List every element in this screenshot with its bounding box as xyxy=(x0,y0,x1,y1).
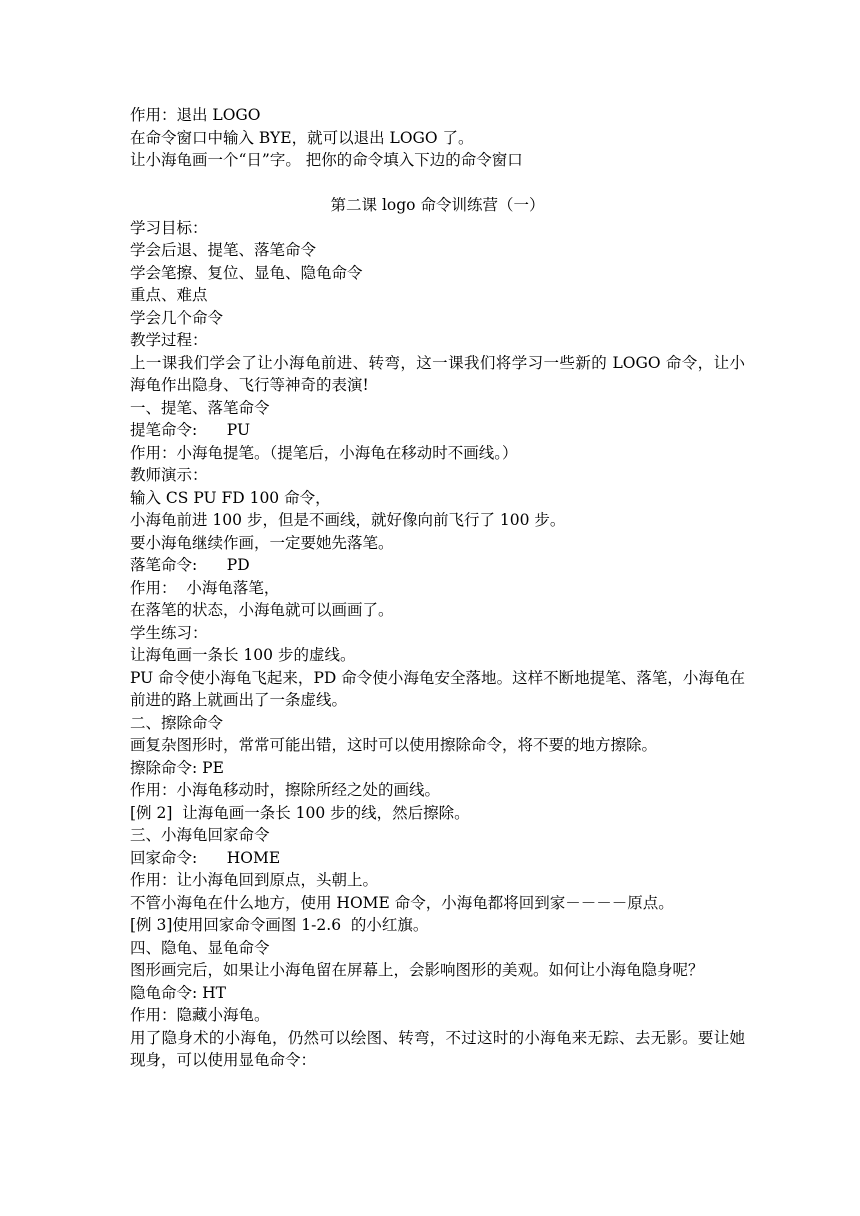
text-line: 学生练习： xyxy=(130,623,208,642)
text-line: 作用：隐藏小海龟。 xyxy=(130,1006,270,1024)
text-paragraph: 图形画完后，如果让小海龟留在屏幕上，会影响图形的美观。如何让小海龟隐身呢？ xyxy=(130,961,704,979)
text-line: 让小海龟画一个“日”字。 把你的命令填入下边的命令窗口 xyxy=(130,151,523,169)
section-heading: 三、小海龟回家命令 xyxy=(130,826,270,844)
lesson-title: 第二课 logo 命令训练营（一） xyxy=(330,196,545,214)
text-line: [例 2] 让海龟画一条长 100 步的线，然后擦除。 xyxy=(130,803,470,822)
text-line: 回家命令: HOME xyxy=(130,848,281,867)
text-line: 学会几个命令 xyxy=(130,308,224,327)
text-line: 教学过程： xyxy=(130,331,208,349)
text-line: 作用：小海龟移动时，擦除所经之处的画线。 xyxy=(130,781,441,799)
text-line: 学会笔擦、复位、显龟、隐龟命令 xyxy=(130,263,363,282)
text-line: 在落笔的状态，小海龟就可以画画了。 xyxy=(130,601,394,619)
text-paragraph: PU 命令使小海龟飞起来，PD 命令使小海龟安全落地。这样不断地提笔、落笔，小海龟在前进的路上就画出了一条虚线。 xyxy=(130,668,745,709)
text-line: 擦除命令: PE xyxy=(130,758,224,777)
text-line: 在命令窗口中输入 BYE，就可以退出 LOGO 了。 xyxy=(130,128,474,147)
text-line: 作用：退出 LOGO xyxy=(130,106,261,124)
text-line: 不管小海龟在什么地方，使用 HOME 命令，小海龟都将回到家－－－－原点。 xyxy=(130,893,674,912)
text-line: 教师演示： xyxy=(130,466,208,484)
text-line: 重点、难点 xyxy=(130,286,208,304)
text-line: 提笔命令: PU xyxy=(130,421,251,439)
text-line: 输入 CS PU FD 100 命令， xyxy=(130,488,331,507)
text-line: 让海龟画一条长 100 步的虚线。 xyxy=(130,646,356,664)
document-body xyxy=(130,104,745,1072)
text-line: 作用：让小海龟回到原点，头朝上。 xyxy=(130,871,379,889)
text-line: 作用： 小海龟落笔， xyxy=(130,578,280,597)
text-line: 隐龟命令: HT xyxy=(130,983,227,1002)
blank-line xyxy=(130,172,745,195)
text-line: 作用：小海龟提笔。（提笔后，小海龟在移动时不画线。） xyxy=(130,443,518,462)
section-heading: 二、擦除命令 xyxy=(130,713,224,732)
text-line: 要小海龟继续作画，一定要她先落笔。 xyxy=(130,533,394,552)
text-paragraph: 上一课我们学会了让小海龟前进、转弯，这一课我们将学习一些新的 LOGO 命令，让小海龟作出隐身、飞行等神奇的表演! xyxy=(130,353,745,394)
text-line: 学习目标： xyxy=(130,218,208,237)
text-line: 学会后退、提笔、落笔命令 xyxy=(130,241,317,259)
text-paragraph: 用了隐身术的小海龟，仍然可以绘图、转弯，不过这时的小海龟来无踪、去无影。要让她现身，可以使用显龟命令： xyxy=(130,1028,745,1069)
text-line: [例 3]使用回家命令画图 1-2.6 的小红旗。 xyxy=(130,916,429,934)
text-line: 落笔命令: PD xyxy=(130,556,250,574)
text-line: 画复杂图形时，常常可能出错，这时可以使用擦除命令，将不要的地方擦除。 xyxy=(130,736,658,754)
section-heading: 一、提笔、落笔命令 xyxy=(130,398,270,417)
text-line: 小海龟前进 100 步，但是不画线，就好像向前飞行了 100 步。 xyxy=(130,511,566,529)
section-heading: 四、隐龟、显龟命令 xyxy=(130,938,270,957)
